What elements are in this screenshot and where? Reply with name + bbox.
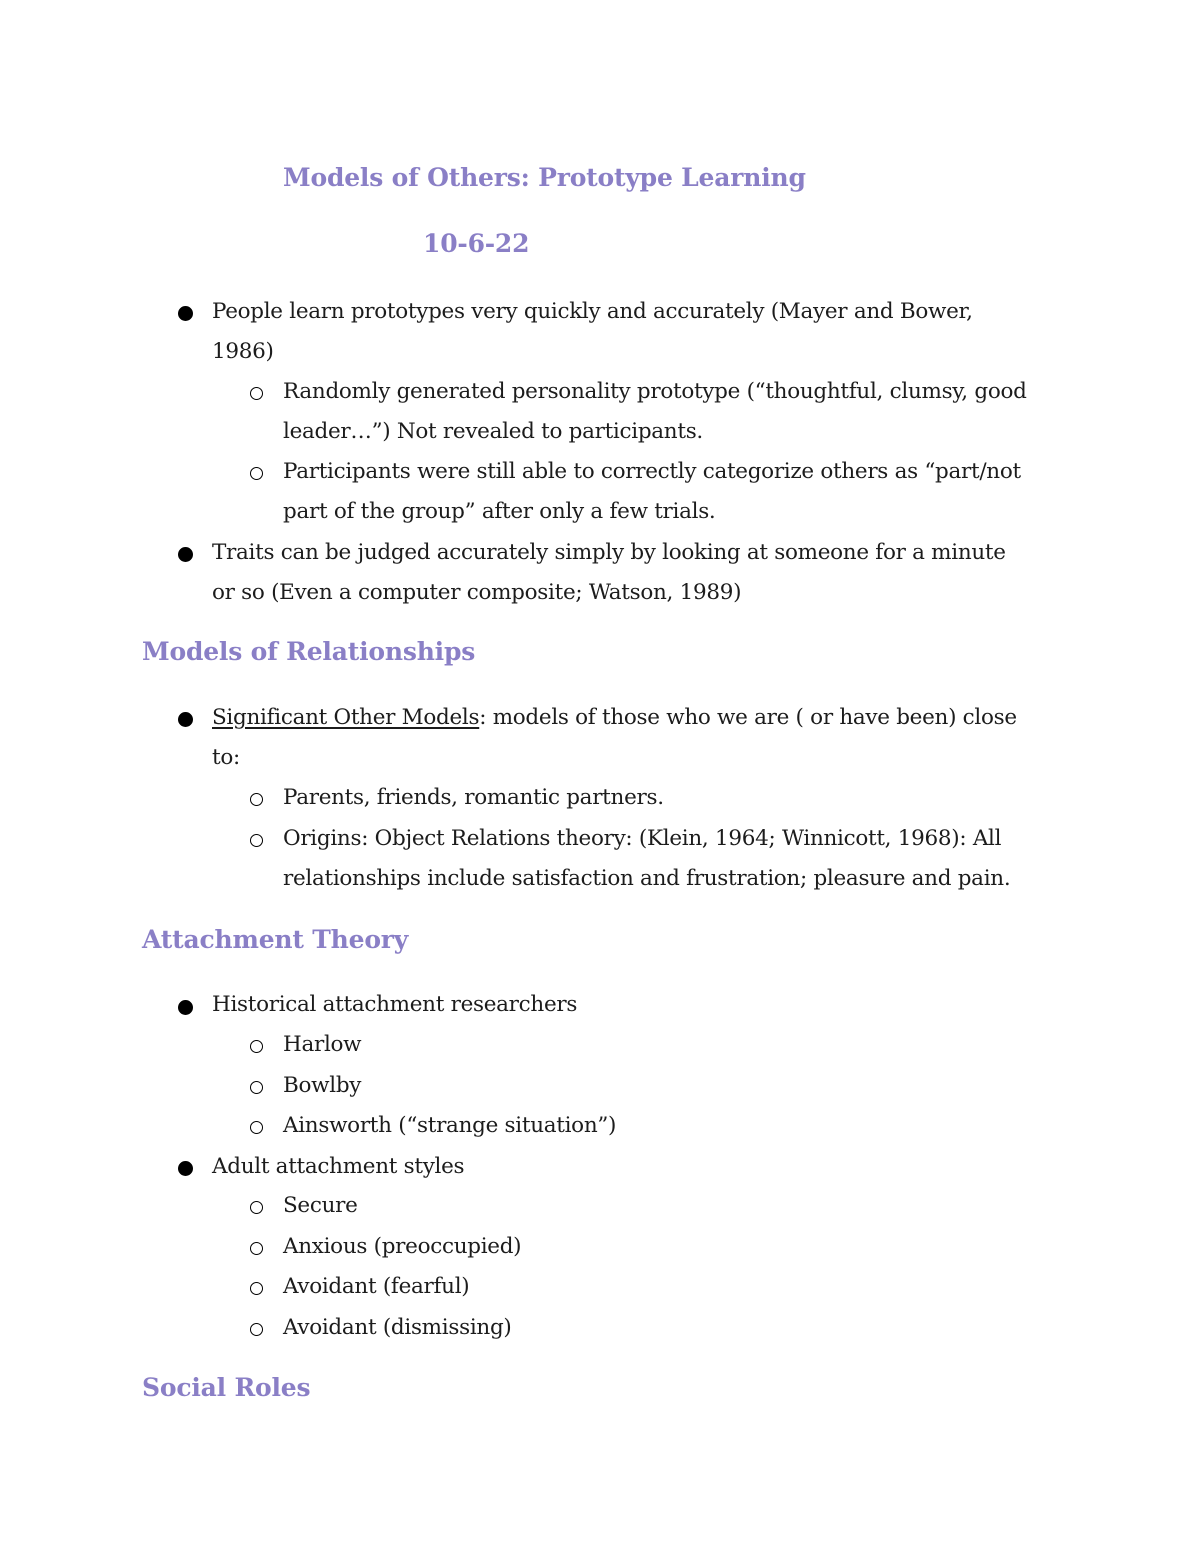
sub-list-item-continuation: part of the group” after only a few trials. xyxy=(283,499,716,524)
sub-list-item: Bowlby xyxy=(283,1073,362,1098)
list-item-continuation: or so (Even a computer composite; Watson, 1989) xyxy=(212,580,742,605)
list-item-continuation: to: xyxy=(212,745,240,770)
list-item: Historical attachment researchers xyxy=(212,992,578,1017)
list-item-continuation: 1986) xyxy=(212,339,274,364)
bullet-icon xyxy=(178,1161,193,1176)
term-underlined: Significant Other Models xyxy=(212,705,480,730)
circle-bullet-icon xyxy=(250,1242,263,1255)
bullet-icon xyxy=(178,1000,193,1015)
circle-bullet-icon xyxy=(250,387,263,400)
sub-list-item: Avoidant (dismissing) xyxy=(283,1315,512,1340)
circle-bullet-icon xyxy=(250,1081,263,1094)
list-item: People learn prototypes very quickly and accurately (Mayer and Bower, xyxy=(212,299,973,324)
circle-bullet-icon xyxy=(250,1121,263,1134)
sub-list-item: Ainsworth (“strange situation”) xyxy=(283,1113,617,1138)
section-heading: Models of Relationships xyxy=(142,637,476,666)
bullet-icon xyxy=(178,712,193,727)
section-heading: Attachment Theory xyxy=(142,925,409,954)
document-title: Models of Others: Prototype Learning xyxy=(283,163,806,192)
sub-list-item: Avoidant (fearful) xyxy=(283,1274,470,1299)
sub-list-item: Parents, friends, romantic partners. xyxy=(283,785,664,810)
circle-bullet-icon xyxy=(250,793,263,806)
list-item-text: : models of those who we are ( or have been) close xyxy=(479,705,1017,730)
bullet-icon xyxy=(178,306,193,321)
sub-list-item: Anxious (preoccupied) xyxy=(283,1234,522,1259)
sub-list-item: Secure xyxy=(283,1193,358,1218)
list-item: Adult attachment styles xyxy=(212,1154,465,1179)
circle-bullet-icon xyxy=(250,1040,263,1053)
sub-list-item-continuation: relationships include satisfaction and frustration; pleasure and pain. xyxy=(283,866,1011,891)
circle-bullet-icon xyxy=(250,1323,263,1336)
sub-list-item: Randomly generated personality prototype (“thoughtful, clumsy, good xyxy=(283,379,1027,404)
document-date: 10-6-22 xyxy=(423,229,530,258)
list-item: Traits can be judged accurately simply by looking at someone for a minute xyxy=(212,540,1006,565)
sub-list-item-continuation: leader…”) Not revealed to participants. xyxy=(283,419,703,444)
sub-list-item: Harlow xyxy=(283,1032,362,1057)
circle-bullet-icon xyxy=(250,467,263,480)
circle-bullet-icon xyxy=(250,1201,263,1214)
section-heading: Social Roles xyxy=(142,1373,311,1402)
list-item xyxy=(212,698,1017,738)
sub-list-item: Origins: Object Relations theory: (Klein, 1964; Winnicott, 1968): All xyxy=(283,826,1002,851)
sub-list-item: Participants were still able to correctly categorize others as “part/not xyxy=(283,459,1021,484)
circle-bullet-icon xyxy=(250,1282,263,1295)
bullet-icon xyxy=(178,547,193,562)
circle-bullet-icon xyxy=(250,834,263,847)
